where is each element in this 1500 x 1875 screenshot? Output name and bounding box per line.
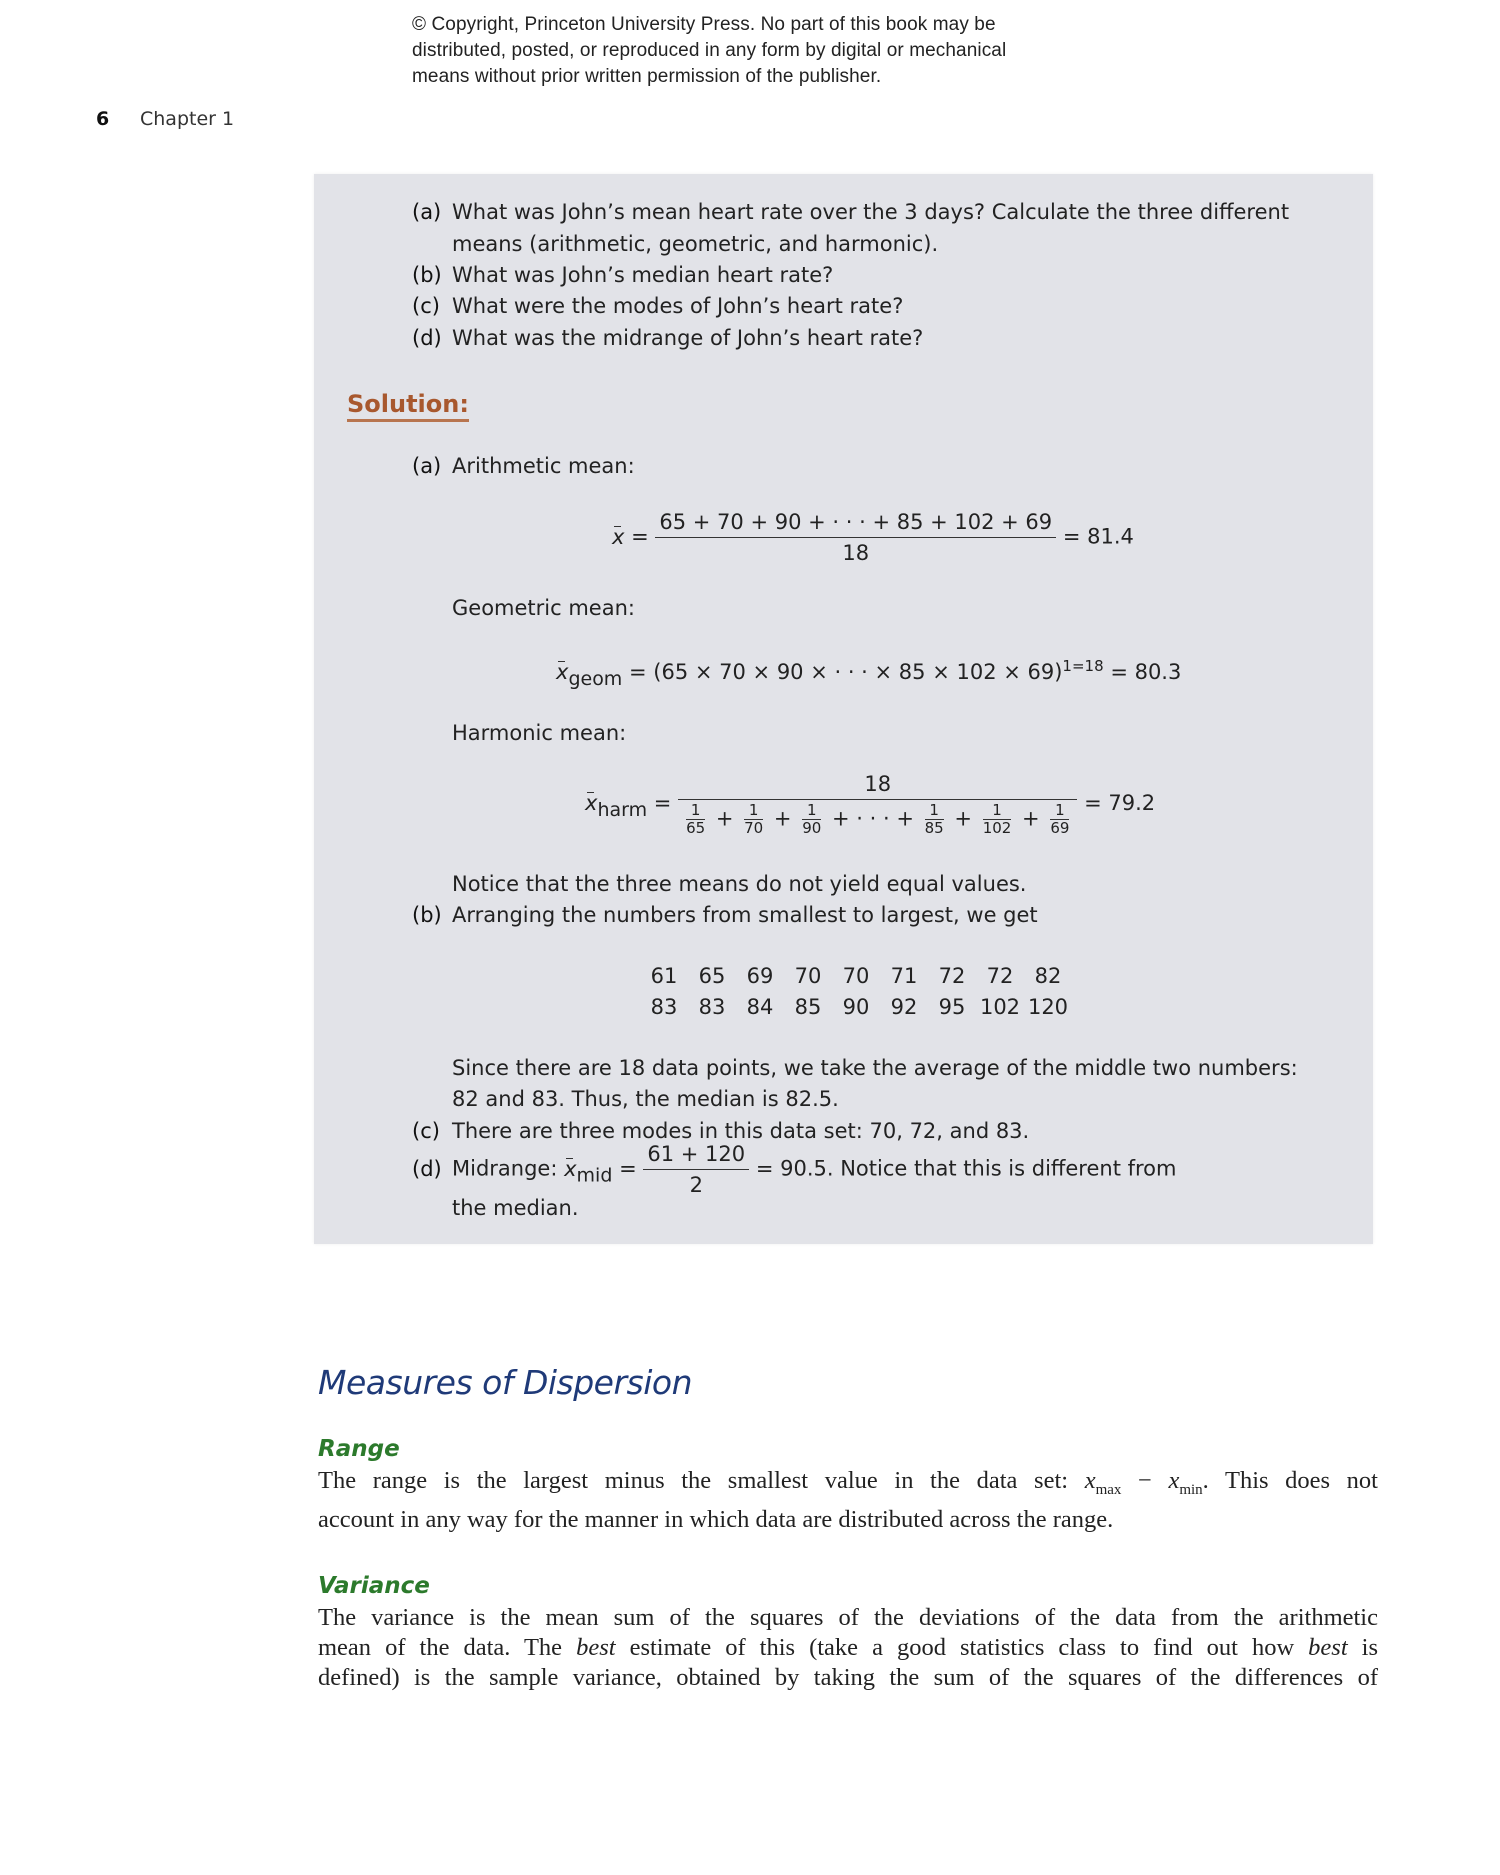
median-explanation-1: Since there are 18 data points, we take the average of the middle two numbers:: [452, 1056, 1298, 1080]
numerator: 65 + 70 + 90 + · · · + 85 + 102 + 69: [659, 510, 1053, 534]
question-b: [412, 263, 833, 287]
part-c: [412, 1119, 1029, 1143]
median-explanation-2: 82 and 83. Thus, the median is 82.5.: [452, 1087, 839, 1111]
question-label: (a): [412, 200, 442, 224]
geom-title: Geometric mean:: [452, 596, 635, 620]
page-number: 6: [96, 108, 110, 130]
variance-line-2: mean of the data. The best estimate of this (take a good statistics class to find out how best is: [318, 1634, 1378, 1661]
fraction: [655, 510, 1056, 565]
subscript: geom: [568, 668, 623, 690]
part-d-cont: the median.: [452, 1196, 579, 1220]
subscript: harm: [597, 799, 648, 821]
fraction-bar: [643, 1169, 749, 1170]
sorted-data: [640, 960, 1072, 1022]
result: = 80.3: [1110, 660, 1182, 684]
range-line-1: The range is the largest minus the smallest value in the data set: $x_{max} - x_{min}$. This does not: [318, 1467, 1378, 1498]
copyright-line: distributed, posted, or reproduced in any form by digital or mechanical: [412, 40, 1007, 61]
harm-title: Harmonic mean:: [452, 721, 627, 745]
fraction-bar: [655, 537, 1056, 538]
part-label: (c): [412, 1119, 440, 1143]
result: = 81.4: [1062, 524, 1134, 549]
arith-formula: x = $\frac{65 + 70 + 90 + \cdot \cdot \cdot + 85 + 102 + 69}{18}$ = 81.4: [612, 510, 1134, 565]
numerator: 18: [864, 772, 892, 796]
part-a-arith-title: [412, 454, 635, 478]
unit-fraction: $\frac{1}{85}$: [924, 801, 944, 837]
midrange-suffix: = 90.5. Notice that this is different from: [755, 1156, 1177, 1181]
denominator: 18: [842, 541, 870, 565]
variance-paragraph: [318, 1603, 1378, 1693]
question-a-cont: means (arithmetic, geometric, and harmonic).: [452, 232, 939, 256]
question-text: What was John’s mean heart rate over the 3 days? Calculate the three different: [452, 200, 1290, 224]
result: = 79.2: [1084, 791, 1156, 815]
part-label: (d): [412, 1156, 442, 1181]
range-heading: Range: [318, 1436, 400, 1462]
range-paragraph: [318, 1466, 1378, 1535]
part-label: (b): [412, 903, 442, 927]
variance-line-3: defined) is the sample variance, obtained by taking the sum of the squares of the differences of: [318, 1664, 1378, 1691]
part-b-intro: [412, 903, 1038, 927]
unit-fraction: $\frac{1}{70}$: [744, 801, 764, 837]
question-c: [412, 294, 903, 318]
part-d: [412, 1142, 1177, 1197]
numerator: 61 + 120: [647, 1142, 746, 1166]
copyright-line: means without prior written permission of the publisher.: [412, 66, 882, 87]
denominator: 2: [689, 1173, 703, 1197]
fraction-bar: [678, 799, 1077, 800]
question-text: What were the modes of John’s heart rate?: [452, 294, 904, 318]
variance-heading: Variance: [318, 1573, 430, 1599]
variance-line-1: The variance is the mean sum of the squares of the deviations of the data from the arithmetic: [318, 1604, 1378, 1631]
geom-formula: [556, 657, 1181, 690]
fraction: [678, 772, 1077, 836]
x-bar-symbol: x: [612, 524, 625, 549]
subscript: mid: [576, 1164, 613, 1187]
operator: +: [715, 806, 734, 831]
unit-fraction: $\frac{1}{69}$: [1050, 801, 1070, 837]
question-a: [412, 200, 1289, 224]
product: = (65 × 70 × 90 × · · · × 85 × 102 × 69): [629, 660, 1063, 684]
question-label: (b): [412, 263, 442, 287]
unit-fraction: $\frac{1}{90}$: [802, 801, 822, 837]
copyright-notice: [412, 12, 1006, 90]
section-title: Measures of Dispersion: [318, 1363, 693, 1402]
solution-heading: Solution:: [347, 390, 469, 422]
question-d: [412, 326, 923, 350]
operator: + · · · +: [832, 806, 914, 831]
table-row: 83 83 84 85 90 92 95 102 120: [650, 994, 1069, 1019]
running-head: Chapter 1: [140, 108, 235, 130]
question-label: (c): [412, 294, 440, 318]
fraction: [643, 1142, 749, 1197]
means-notice: Notice that the three means do not yield equal values.: [452, 872, 1027, 896]
equals: =: [619, 1156, 637, 1181]
part-b-text: Arranging the numbers from smallest to largest, we get: [452, 903, 1038, 927]
x-bar-symbol: x: [564, 1156, 577, 1181]
question-text: What was the midrange of John’s heart rate?: [452, 326, 924, 350]
exponent: 1=18: [1062, 657, 1104, 675]
unit-fraction: $\frac{1}{102}$: [982, 801, 1012, 837]
part-label: (a): [412, 454, 442, 478]
range-line-2: account in any way for the manner in which data are distributed across the range.: [318, 1505, 1114, 1533]
sorted-data-table: [640, 960, 1072, 1022]
midrange-prefix: Midrange:: [452, 1156, 558, 1181]
copyright-line: © Copyright, Princeton University Press. No part of this book may be: [412, 14, 996, 35]
x-bar-symbol: x: [556, 660, 569, 684]
operator: +: [1022, 806, 1040, 831]
arith-title: Arithmetic mean:: [452, 454, 635, 478]
denominator: [678, 803, 1077, 836]
harm-formula: $x_{harm}$ = 18 $\frac{1}{65}$ + $\frac{1}{70}$ + $\frac{1}{90}$ + · · · + $\frac{1}{85}$ + $\frac{1}{102}$ + $\frac{1}{69}$ = 79.2: [585, 772, 1156, 837]
operator: +: [773, 806, 792, 831]
unit-fraction: $\frac{1}{65}$: [686, 801, 706, 837]
operator: +: [954, 806, 972, 831]
part-c-text: There are three modes in this data set: 70, 72, and 83.: [452, 1119, 1030, 1143]
table-row: 61 65 69 70 70 71 72 72 82: [650, 963, 1062, 988]
question-label: (d): [412, 326, 442, 350]
x-bar-symbol: x: [585, 791, 598, 815]
question-text: What was John’s median heart rate?: [452, 263, 834, 287]
